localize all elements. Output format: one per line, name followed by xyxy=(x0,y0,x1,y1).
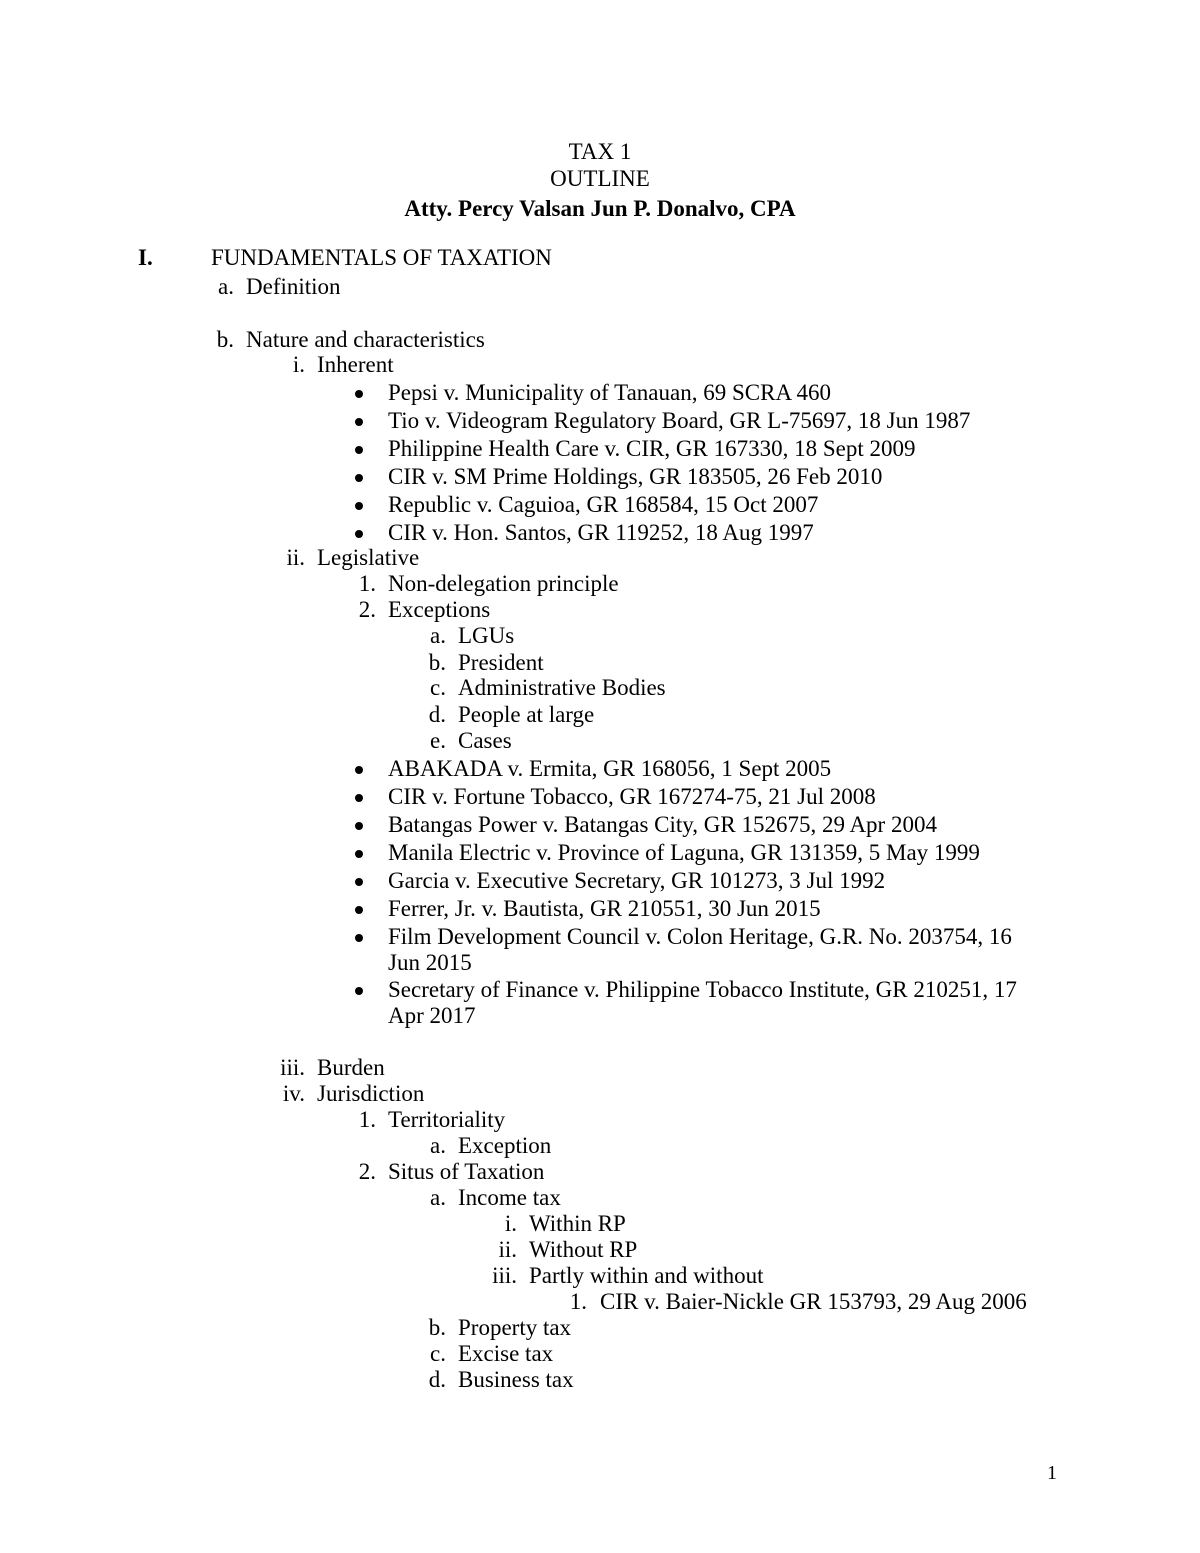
case-citation: CIR v. Fortune Tobacco, GR 167274-75, 21 Jul 2008 xyxy=(388,784,876,809)
page-number: 1 xyxy=(1047,1462,1057,1484)
outline-item-nature: Nature and characteristics xyxy=(246,327,485,352)
bullet-icon xyxy=(355,794,363,802)
case-citation: CIR v. Baier-Nickle GR 153793, 29 Aug 2006 xyxy=(600,1289,1027,1314)
case-citation: CIR v. SM Prime Holdings, GR 183505, 26 Feb 2010 xyxy=(388,464,883,489)
outline-item-admin-bodies: Administrative Bodies xyxy=(458,675,666,700)
doc-subtitle: OUTLINE xyxy=(550,166,650,191)
outline-item-exception: Exception xyxy=(458,1133,552,1158)
outline-item-territoriality: Territoriality xyxy=(388,1107,506,1132)
outline-item-lgus: LGUs xyxy=(458,623,515,648)
outline-item-exceptions: Exceptions xyxy=(388,597,491,622)
case-citation: Ferrer, Jr. v. Bautista, GR 210551, 30 Jun 2015 xyxy=(388,896,821,921)
case-citation: Republic v. Caguioa, GR 168584, 15 Oct 2007 xyxy=(388,492,819,517)
list-marker: a. xyxy=(430,1185,446,1210)
list-marker: i. xyxy=(504,1211,517,1236)
outline-item-jurisdiction: Jurisdiction xyxy=(317,1081,425,1106)
outline-item-inherent: Inherent xyxy=(317,352,394,377)
list-marker: 1. xyxy=(358,1107,376,1132)
bullet-icon xyxy=(355,850,363,858)
list-marker: 1. xyxy=(358,571,376,596)
outline-item-excise-tax: Excise tax xyxy=(458,1341,554,1366)
list-marker: iii. xyxy=(492,1263,517,1288)
bullet-icon xyxy=(355,446,363,454)
list-marker: b. xyxy=(428,650,446,675)
outline-item-income-tax: Income tax xyxy=(458,1185,561,1210)
list-marker: d. xyxy=(428,702,446,727)
list-marker: d. xyxy=(428,1367,446,1392)
bullet-icon xyxy=(355,766,363,774)
outline-item-burden: Burden xyxy=(317,1055,385,1080)
list-marker: ii. xyxy=(498,1237,517,1262)
list-marker: i. xyxy=(292,352,305,377)
bullet-icon xyxy=(355,987,363,995)
case-citation: Secretary of Finance v. Philippine Tobacco Institute, GR 210251, 17 xyxy=(388,977,1017,1002)
doc-author: Atty. Percy Valsan Jun P. Donalvo, CPA xyxy=(404,196,796,221)
outline-item-nondelegation: Non-delegation principle xyxy=(388,571,619,596)
list-marker: 2. xyxy=(358,1159,376,1184)
case-citation: Tio v. Videogram Regulatory Board, GR L-75697, 18 Jun 1987 xyxy=(388,408,971,433)
bullet-icon xyxy=(355,390,363,398)
list-marker: a. xyxy=(218,274,234,299)
list-marker: ii. xyxy=(286,545,305,570)
section-title: FUNDAMENTALS OF TAXATION xyxy=(211,245,552,270)
bullet-icon xyxy=(355,502,363,510)
bullet-icon xyxy=(355,474,363,482)
case-citation-continuation: Apr 2017 xyxy=(388,1003,476,1028)
list-marker: b. xyxy=(428,1315,446,1340)
list-marker: a. xyxy=(430,1133,446,1158)
bullet-icon xyxy=(355,530,363,538)
list-marker: iii. xyxy=(280,1055,305,1080)
list-marker: c. xyxy=(430,1341,446,1366)
bullet-icon xyxy=(355,822,363,830)
doc-title: TAX 1 xyxy=(568,139,632,164)
list-marker: b. xyxy=(216,327,234,352)
case-citation-continuation: Jun 2015 xyxy=(388,950,472,975)
outline-item-property-tax: Property tax xyxy=(458,1315,572,1340)
section-marker: I. xyxy=(138,245,153,270)
outline-item-definition: Definition xyxy=(246,274,341,299)
bullet-icon xyxy=(355,878,363,886)
case-citation: Manila Electric v. Province of Laguna, GR 131359, 5 May 1999 xyxy=(388,840,980,865)
outline-item-within-rp: Within RP xyxy=(529,1211,626,1236)
outline-item-people: People at large xyxy=(458,702,595,727)
list-marker: c. xyxy=(430,675,446,700)
list-marker: a. xyxy=(430,623,446,648)
list-marker: iv. xyxy=(282,1081,305,1106)
bullet-icon xyxy=(355,418,363,426)
outline-item-president: President xyxy=(458,650,544,675)
case-citation: Batangas Power v. Batangas City, GR 152675, 29 Apr 2004 xyxy=(388,812,937,837)
case-citation: Pepsi v. Municipality of Tanauan, 69 SCRA 460 xyxy=(388,380,832,405)
case-citation: Film Development Council v. Colon Heritage, G.R. No. 203754, 16 xyxy=(388,924,1012,949)
list-marker: 1. xyxy=(569,1289,587,1314)
outline-item-partly: Partly within and without xyxy=(529,1263,764,1288)
outline-item-business-tax: Business tax xyxy=(458,1367,574,1392)
outline-item-legislative: Legislative xyxy=(317,545,420,570)
case-citation: Garcia v. Executive Secretary, GR 101273, 3 Jul 1992 xyxy=(388,868,886,893)
case-citation: CIR v. Hon. Santos, GR 119252, 18 Aug 1997 xyxy=(388,520,814,545)
list-marker: e. xyxy=(430,728,446,753)
list-marker: 2. xyxy=(358,597,376,622)
bullet-icon xyxy=(355,934,363,942)
case-citation: ABAKADA v. Ermita, GR 168056, 1 Sept 2005 xyxy=(388,756,832,781)
case-citation: Philippine Health Care v. CIR, GR 167330, 18 Sept 2009 xyxy=(388,436,916,461)
bullet-icon xyxy=(355,906,363,914)
outline-item-situs: Situs of Taxation xyxy=(388,1159,545,1184)
outline-item-cases: Cases xyxy=(458,728,512,753)
outline-item-without-rp: Without RP xyxy=(529,1237,638,1262)
